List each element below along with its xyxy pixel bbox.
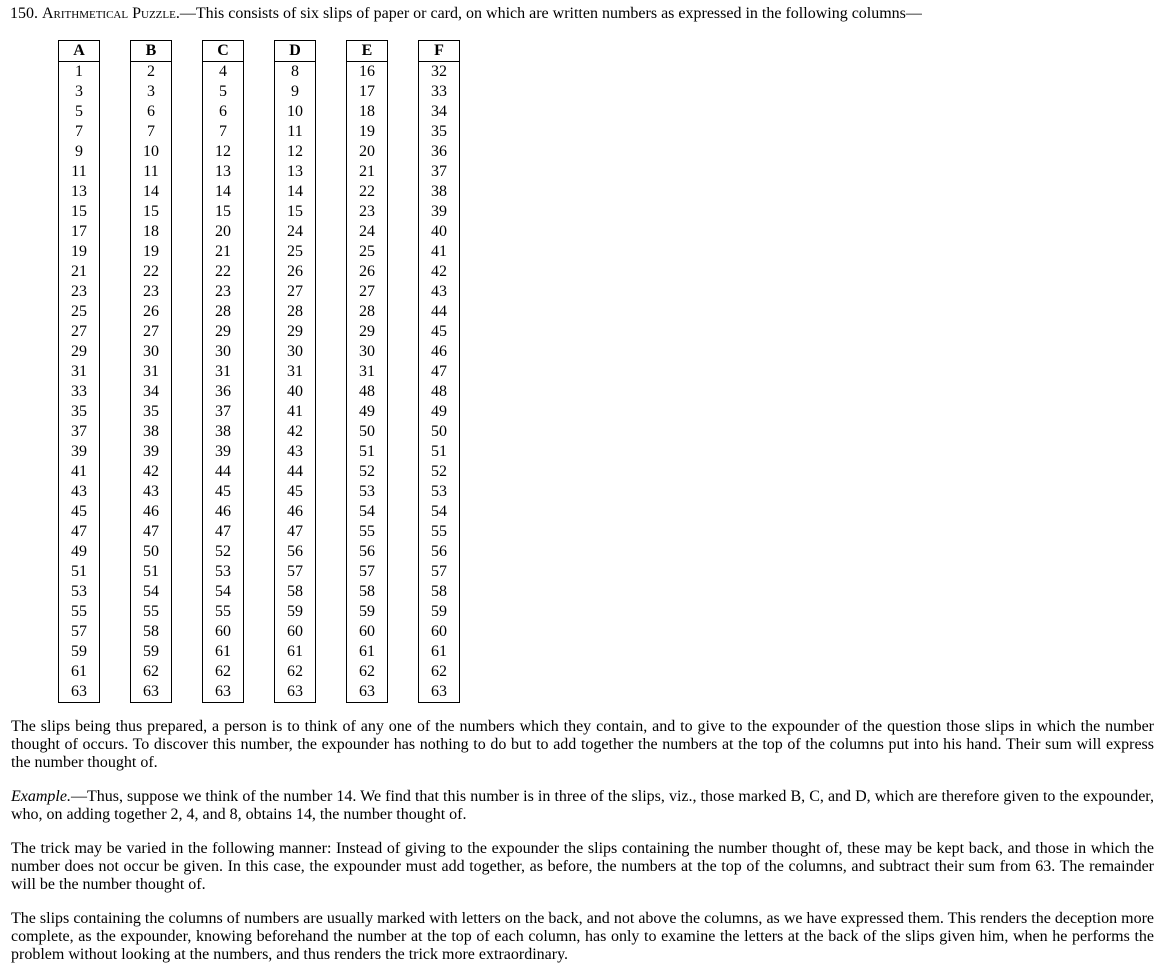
column-cell: 38 (143, 423, 159, 440)
column-cell: 25 (287, 243, 303, 260)
column-cell: 30 (359, 343, 375, 360)
column-cell: 9 (75, 143, 83, 160)
column-cell: 25 (359, 243, 375, 260)
column-header: B (131, 41, 171, 62)
column-cell: 51 (71, 563, 87, 580)
column-cell: 15 (143, 203, 159, 220)
column-cell: 51 (431, 443, 447, 460)
column-cell: 56 (359, 543, 375, 560)
column-cell: 4 (219, 63, 227, 80)
column-cell: 5 (219, 83, 227, 100)
column-cell: 62 (143, 663, 159, 680)
paragraph-text: The slips containing the columns of numbers are usually marked with letters on the back, and not above the columns, as we have expressed them. This renders the deception more complete, as the expounder, knowing beforehand the number at the top of each column, has only to examine the letters at the back of the slips given him, when he performs the problem without looking at the numbers, and thus renders the trick more extraordinary. (11, 910, 1154, 963)
column-cell: 56 (431, 543, 447, 560)
column-cell: 63 (287, 683, 303, 700)
section-intro: —This consists of six slips of paper or card, on which are written numbers as expressed in the following columns— (179, 5, 922, 22)
slip-column-c (202, 40, 244, 703)
column-cell: 26 (143, 303, 159, 320)
column-cell: 17 (71, 223, 87, 240)
column-cell: 37 (431, 163, 447, 180)
column-cell: 15 (287, 203, 303, 220)
column-cell: 39 (71, 443, 87, 460)
column-cell: 45 (71, 503, 87, 520)
column-cell: 19 (143, 243, 159, 260)
column-cell: 45 (287, 483, 303, 500)
column-cell: 53 (431, 483, 447, 500)
column-cell: 57 (359, 563, 375, 580)
column-cell: 28 (287, 303, 303, 320)
column-cell: 20 (359, 143, 375, 160)
column-cell: 18 (143, 223, 159, 240)
column-cell: 47 (287, 523, 303, 540)
column-cell: 40 (431, 223, 447, 240)
column-cell: 34 (143, 383, 159, 400)
column-cell: 30 (143, 343, 159, 360)
paragraph-text: The slips being thus prepared, a person is to think of any one of the numbers which they contain, and to give to the expounder of the question those slips in which the number thought of occurs. To discover this number, the expounder has nothing to do but to add together the numbers at the top of the columns put into his hand. Their sum will express the number thought of. (11, 718, 1154, 771)
column-cell: 38 (431, 183, 447, 200)
column-cell: 45 (431, 323, 447, 340)
column-cell: 36 (431, 143, 447, 160)
column-cell: 55 (215, 603, 231, 620)
column-cell: 46 (431, 343, 447, 360)
column-cell: 51 (143, 563, 159, 580)
column-cell: 44 (287, 463, 303, 480)
column-cell: 35 (143, 403, 159, 420)
column-cell: 27 (359, 283, 375, 300)
column-cell: 47 (215, 523, 231, 540)
section-number: 150. (10, 5, 38, 22)
column-cell: 43 (143, 483, 159, 500)
column-cell: 43 (287, 443, 303, 460)
column-cell: 11 (143, 163, 159, 180)
column-cell: 60 (359, 623, 375, 640)
column-cell: 31 (287, 363, 303, 380)
column-cell: 27 (143, 323, 159, 340)
column-header: F (419, 41, 459, 62)
section-title: Arithmetical Puzzle. (42, 5, 180, 22)
column-cell: 23 (359, 203, 375, 220)
column-cell: 41 (287, 403, 303, 420)
column-cell: 15 (71, 203, 87, 220)
column-cell: 51 (359, 443, 375, 460)
column-cell: 55 (359, 523, 375, 540)
number-slips-table (58, 40, 460, 703)
column-cell: 6 (219, 103, 227, 120)
column-cell: 55 (431, 523, 447, 540)
column-cell: 30 (215, 343, 231, 360)
column-cell: 52 (359, 463, 375, 480)
column-cell: 39 (143, 443, 159, 460)
column-cell: 23 (215, 283, 231, 300)
column-cell: 61 (71, 663, 87, 680)
slip-column-e (346, 40, 388, 703)
column-cell: 7 (219, 123, 227, 140)
column-cell: 28 (359, 303, 375, 320)
column-cell: 59 (431, 603, 447, 620)
column-cell: 53 (71, 583, 87, 600)
column-header: A (59, 41, 99, 62)
column-cell: 43 (431, 283, 447, 300)
column-cell: 24 (359, 223, 375, 240)
column-cell: 6 (147, 103, 155, 120)
column-cell: 59 (287, 603, 303, 620)
column-cell: 58 (143, 623, 159, 640)
column-cell: 31 (359, 363, 375, 380)
column-cell: 11 (287, 123, 303, 140)
column-cell: 60 (215, 623, 231, 640)
column-cell: 27 (71, 323, 87, 340)
column-cell: 42 (431, 263, 447, 280)
column-cell: 31 (71, 363, 87, 380)
column-cell: 62 (287, 663, 303, 680)
column-cell: 17 (359, 83, 375, 100)
slips-grid (58, 40, 460, 703)
column-cell: 46 (287, 503, 303, 520)
column-cell: 11 (71, 163, 87, 180)
paragraph-note (11, 910, 1154, 964)
column-cell: 54 (143, 583, 159, 600)
column-cell: 62 (359, 663, 375, 680)
column-cell: 10 (287, 103, 303, 120)
example-label: Example. (11, 788, 71, 805)
column-cell: 35 (71, 403, 87, 420)
column-cell: 60 (287, 623, 303, 640)
column-cell: 53 (359, 483, 375, 500)
column-cell: 26 (287, 263, 303, 280)
column-cell: 23 (71, 283, 87, 300)
column-cell: 55 (143, 603, 159, 620)
column-cell: 39 (431, 203, 447, 220)
column-cell: 46 (143, 503, 159, 520)
column-cell: 21 (359, 163, 375, 180)
column-cell: 7 (75, 123, 83, 140)
column-cell: 33 (71, 383, 87, 400)
column-cell: 44 (215, 463, 231, 480)
column-header: D (275, 41, 315, 62)
column-cell: 29 (287, 323, 303, 340)
column-cell: 12 (287, 143, 303, 160)
column-cell: 54 (431, 503, 447, 520)
column-cell: 50 (431, 423, 447, 440)
column-cell: 54 (215, 583, 231, 600)
column-cell: 62 (431, 663, 447, 680)
column-cell: 54 (359, 503, 375, 520)
column-cell: 7 (147, 123, 155, 140)
paragraph-text: —Thus, suppose we think of the number 14. We find that this number is in three of the slips, viz., those marked B, C, and D, which are therefore given to the expounder, who, on adding together 2, 4, and 8, obtains 14, the number thought of. (11, 788, 1154, 823)
column-cell: 8 (291, 63, 299, 80)
slip-column-d (274, 40, 316, 703)
column-cell: 42 (287, 423, 303, 440)
column-cell: 47 (431, 363, 447, 380)
column-cell: 22 (215, 263, 231, 280)
column-cell: 56 (287, 543, 303, 560)
column-cell: 50 (359, 423, 375, 440)
column-cell: 52 (431, 463, 447, 480)
column-cell: 14 (143, 183, 159, 200)
column-cell: 63 (431, 683, 447, 700)
column-cell: 57 (431, 563, 447, 580)
column-cell: 49 (431, 403, 447, 420)
column-cell: 10 (143, 143, 159, 160)
column-cell: 20 (215, 223, 231, 240)
column-cell: 13 (287, 163, 303, 180)
column-cell: 1 (75, 63, 83, 80)
column-cell: 9 (291, 83, 299, 100)
column-cell: 38 (215, 423, 231, 440)
column-cell: 29 (215, 323, 231, 340)
column-cell: 21 (215, 243, 231, 260)
column-cell: 22 (143, 263, 159, 280)
column-cell: 5 (75, 103, 83, 120)
column-cell: 34 (431, 103, 447, 120)
section-heading (10, 4, 1160, 24)
column-cell: 61 (287, 643, 303, 660)
column-cell: 57 (71, 623, 87, 640)
paragraph-variation (11, 840, 1154, 894)
column-cell: 59 (143, 643, 159, 660)
column-cell: 59 (359, 603, 375, 620)
column-cell: 21 (71, 263, 87, 280)
column-cell: 24 (287, 223, 303, 240)
column-cell: 47 (71, 523, 87, 540)
column-cell: 61 (431, 643, 447, 660)
column-cell: 61 (215, 643, 231, 660)
column-cell: 19 (71, 243, 87, 260)
column-cell: 63 (359, 683, 375, 700)
column-cell: 63 (71, 683, 87, 700)
column-cell: 22 (359, 183, 375, 200)
column-cell: 50 (143, 543, 159, 560)
column-cell: 58 (287, 583, 303, 600)
column-cell: 37 (71, 423, 87, 440)
column-cell: 63 (143, 683, 159, 700)
paragraph-text: The trick may be varied in the following manner: Instead of giving to the expounder the slips containing the number thought of, these may be kept back, and those in which the number does not occur be given. In this case, the expounder must add together, as before, the numbers at the top of the columns, and subtract their sum from 63. The remainder will be the number thought of. (11, 840, 1154, 893)
column-cell: 28 (215, 303, 231, 320)
column-cell: 35 (431, 123, 447, 140)
column-cell: 33 (431, 83, 447, 100)
column-cell: 18 (359, 103, 375, 120)
column-header: E (347, 41, 387, 62)
column-cell: 58 (359, 583, 375, 600)
column-cell: 2 (147, 63, 155, 80)
column-cell: 31 (143, 363, 159, 380)
column-cell: 49 (71, 543, 87, 560)
column-cell: 63 (215, 683, 231, 700)
column-cell: 29 (71, 343, 87, 360)
column-cell: 19 (359, 123, 375, 140)
column-cell: 48 (431, 383, 447, 400)
column-cell: 44 (431, 303, 447, 320)
column-cell: 43 (71, 483, 87, 500)
column-cell: 3 (147, 83, 155, 100)
column-cell: 49 (359, 403, 375, 420)
column-cell: 41 (71, 463, 87, 480)
column-cell: 57 (287, 563, 303, 580)
column-cell: 15 (215, 203, 231, 220)
column-cell: 13 (71, 183, 87, 200)
column-header: C (203, 41, 243, 62)
column-cell: 14 (215, 183, 231, 200)
column-cell: 32 (431, 63, 447, 80)
column-cell: 41 (431, 243, 447, 260)
column-cell: 39 (215, 443, 231, 460)
column-cell: 42 (143, 463, 159, 480)
slip-column-a (58, 40, 100, 703)
column-cell: 13 (215, 163, 231, 180)
column-cell: 26 (359, 263, 375, 280)
column-cell: 23 (143, 283, 159, 300)
paragraph-example (11, 788, 1154, 824)
column-cell: 12 (215, 143, 231, 160)
column-cell: 53 (215, 563, 231, 580)
column-cell: 62 (215, 663, 231, 680)
column-cell: 37 (215, 403, 231, 420)
column-cell: 27 (287, 283, 303, 300)
column-cell: 36 (215, 383, 231, 400)
column-cell: 45 (215, 483, 231, 500)
column-cell: 58 (431, 583, 447, 600)
column-cell: 61 (359, 643, 375, 660)
column-cell: 3 (75, 83, 83, 100)
paragraph-instructions (11, 718, 1154, 772)
column-cell: 30 (287, 343, 303, 360)
column-cell: 48 (359, 383, 375, 400)
column-cell: 40 (287, 383, 303, 400)
slip-column-b (130, 40, 172, 703)
column-cell: 29 (359, 323, 375, 340)
column-cell: 14 (287, 183, 303, 200)
column-cell: 16 (359, 63, 375, 80)
slip-column-f (418, 40, 460, 703)
column-cell: 46 (215, 503, 231, 520)
column-cell: 60 (431, 623, 447, 640)
column-cell: 31 (215, 363, 231, 380)
column-cell: 59 (71, 643, 87, 660)
column-cell: 52 (215, 543, 231, 560)
column-cell: 55 (71, 603, 87, 620)
column-cell: 25 (71, 303, 87, 320)
column-cell: 47 (143, 523, 159, 540)
